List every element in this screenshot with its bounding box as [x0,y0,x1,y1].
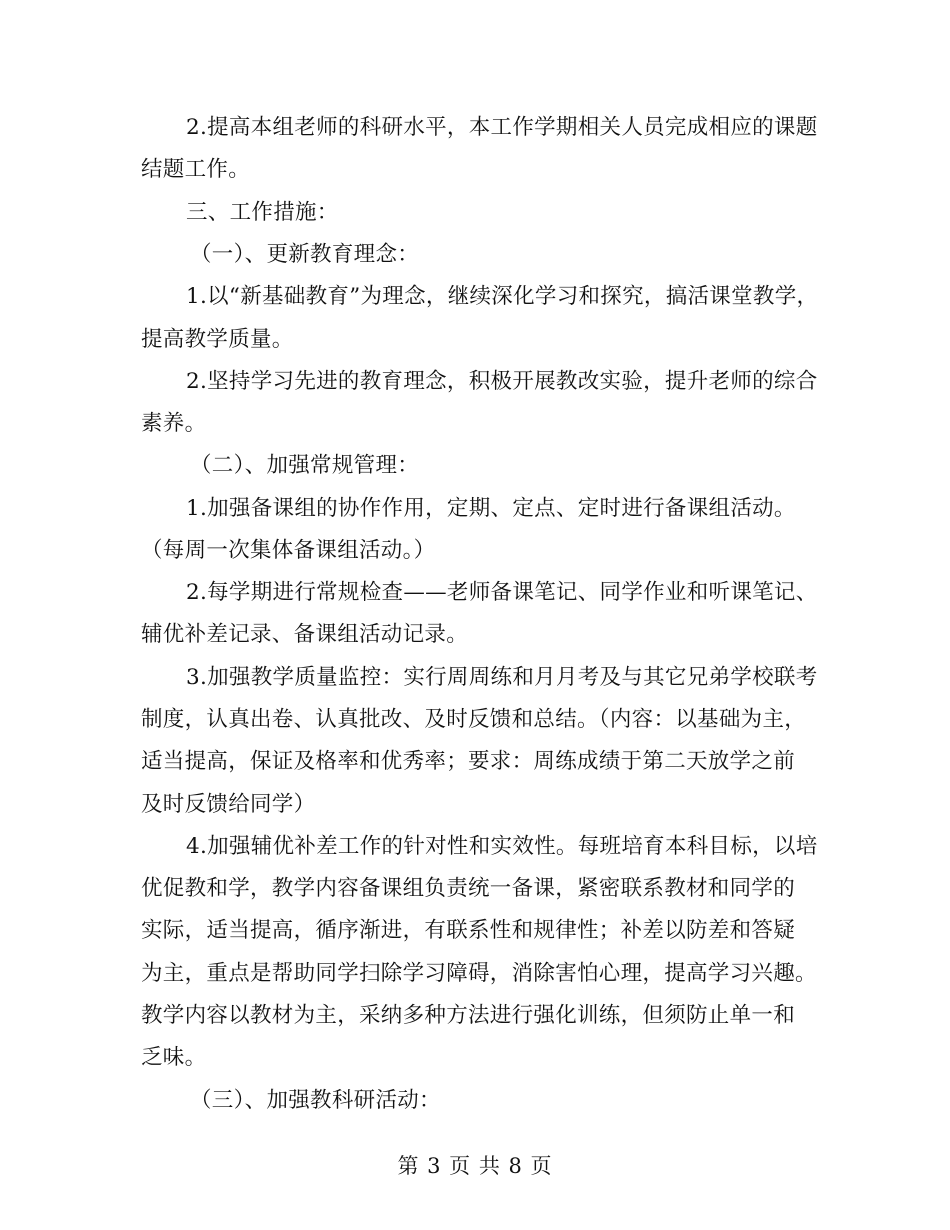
page-number-footer: 第 3 页 共 8 页 [397,1154,553,1178]
paragraph-line: 优促教和学，教学内容备课组负责统一备课，紧密联系教材和同学的 [141,876,796,901]
paragraph-line: 乏味。 [141,1045,207,1070]
paragraph-line: 2.坚持学习先进的教育理念，积极开展教改实验，提升老师的综合 [186,369,818,394]
section-heading: 三、工作措施： [186,200,339,225]
paragraph-line: 辅优补差记录、备课组活动记录。 [141,622,469,647]
paragraph-line: 1.以“新基础教育”为理念，继续深化学习和探究，搞活课堂教学， [186,284,819,309]
paragraph-line: 2.每学期进行常规检查——老师备课笔记、同学作业和听课笔记、 [186,580,818,605]
paragraph-line: 4.加强辅优补差工作的针对性和实效性。每班培育本科目标，以培 [186,834,818,859]
subsection-heading: （三）、加强教科研活动： [190,1088,441,1113]
paragraph-line: 2.提高本组老师的科研水平，本工作学期相关人员完成相应的课题 [186,115,818,140]
paragraph-line: 3.加强教学质量监控：实行周周练和月月考及与其它兄弟学校联考 [186,665,818,690]
subsection-heading: （二）、加强常规管理： [190,453,420,478]
paragraph-line: 提高教学质量。 [141,327,294,352]
paragraph-line: 结题工作。 [141,157,251,182]
paragraph-line: 适当提高，保证及格率和优秀率；要求：周练成绩于第二天放学之前 [141,749,796,774]
paragraph-line: 及时反馈给同学） [141,792,316,817]
paragraph-line: 为主，重点是帮助同学扫除学习障碍，消除害怕心理，提高学习兴趣。 [141,961,817,986]
paragraph-line: 制度，认真出卷、认真批改、及时反馈和总结。（内容：以基础为主， [141,707,807,732]
paragraph-line: 素养。 [141,411,207,436]
paragraph-line: （每周一次集体备课组活动。） [141,538,436,563]
paragraph-line: 1.加强备课组的协作作用，定期、定点、定时进行备课组活动。 [186,496,796,521]
paragraph-line: 教学内容以教材为主，采纳多种方法进行强化训练，但须防止单一和 [141,1003,796,1028]
subsection-heading: （一）、更新教育理念： [190,242,420,267]
paragraph-line: 实际，适当提高，循序渐进，有联系性和规律性；补差以防差和答疑 [141,918,796,943]
